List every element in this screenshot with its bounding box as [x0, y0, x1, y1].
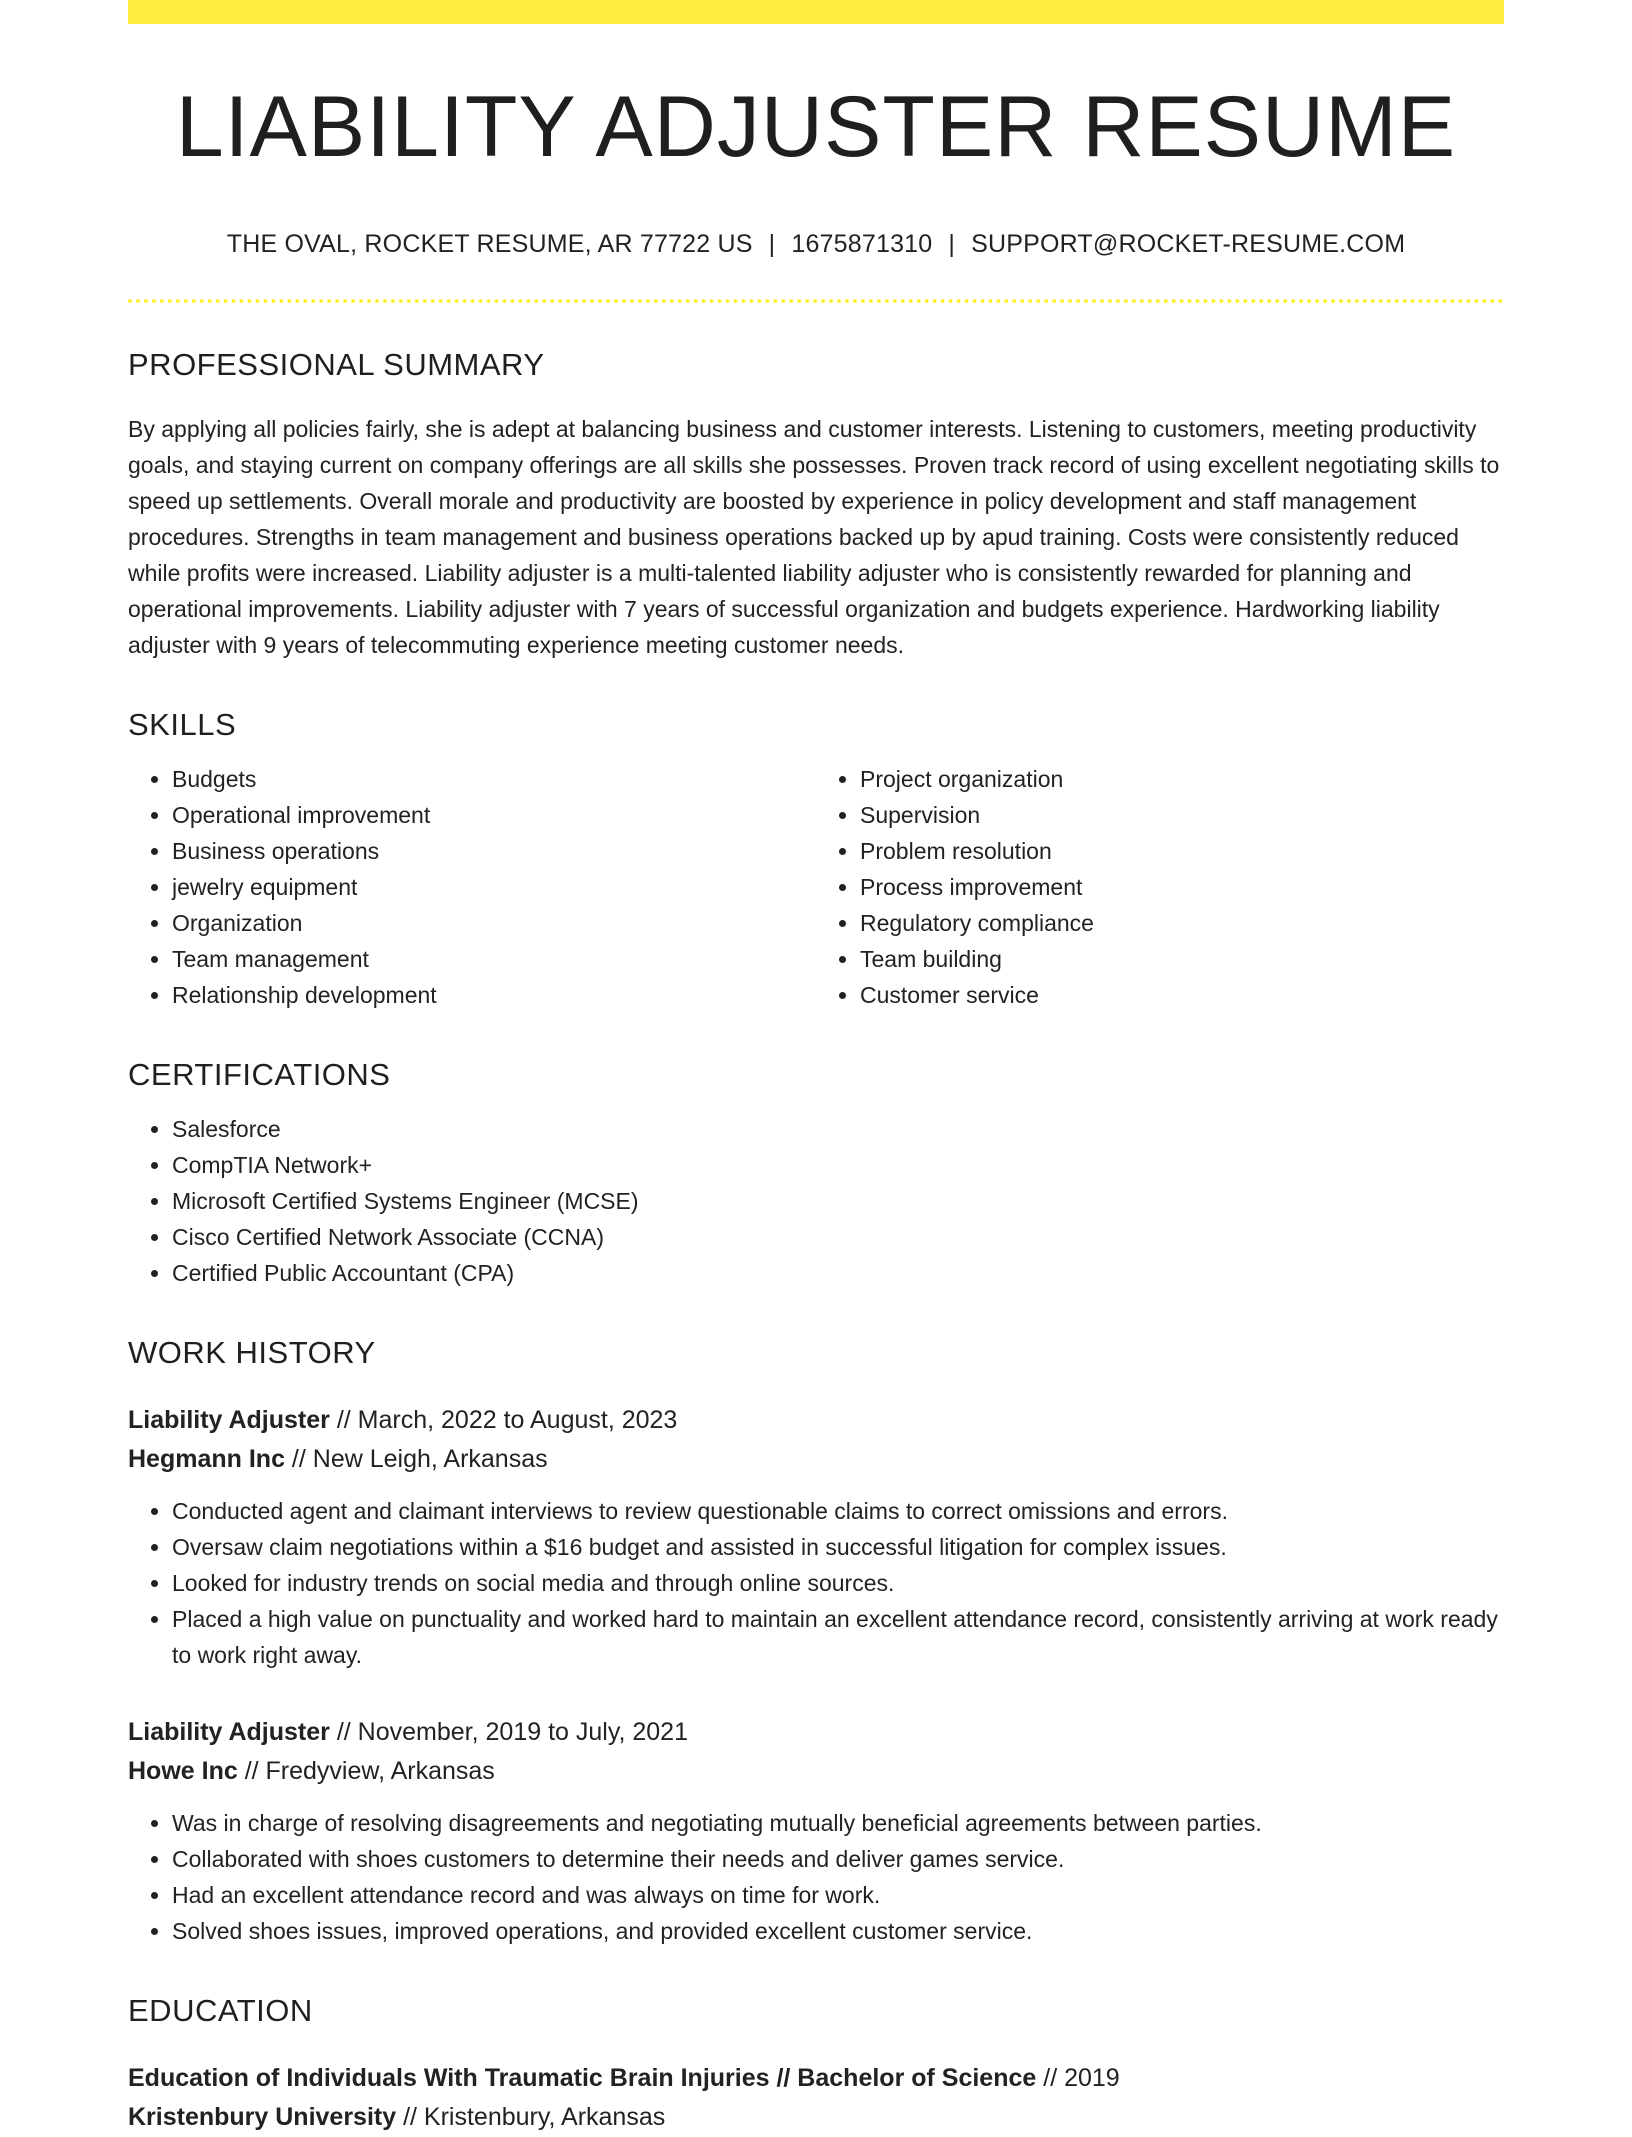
education-degree: Education of Individuals With Traumatic Brain Injuries // Bachelor of Science [128, 2064, 1037, 2092]
job-company-line [128, 1752, 1504, 1791]
list-item: • Business operations [172, 833, 816, 869]
list-item: • Process improvement [860, 869, 1504, 905]
education-school: Kristenbury University [128, 2103, 397, 2131]
job-bullets [128, 1805, 1504, 1949]
contact-address: THE OVAL, ROCKET RESUME, AR 77722 US [226, 230, 753, 258]
list-item: • Team management [172, 941, 816, 977]
list-item: • Operational improvement [172, 797, 816, 833]
list-item: • Relationship development [172, 977, 816, 1013]
certifications-heading: CERTIFICATIONS [128, 1057, 391, 1092]
education-entry [128, 2059, 1504, 2137]
job-title: Liability Adjuster [128, 1718, 330, 1746]
summary-section [128, 347, 1504, 663]
job-company: Howe Inc [128, 1757, 238, 1785]
skills-columns [128, 761, 1504, 1013]
job-location: // New Leigh, Arkansas [284, 1445, 548, 1473]
job-company-line [128, 1440, 1504, 1479]
skills-section [128, 707, 1504, 1013]
education-heading: EDUCATION [128, 1993, 313, 2028]
education-section [128, 1993, 1504, 2137]
list-item: • Was in charge of resolving disagreements and negotiating mutually beneficial agreements between parties. [172, 1805, 1504, 1841]
list-item: • Salesforce [172, 1111, 1504, 1147]
list-item: • Solved shoes issues, improved operations, and provided excellent customer service. [172, 1913, 1504, 1949]
certifications-section [128, 1057, 1504, 1291]
work-history-heading: WORK HISTORY [128, 1335, 376, 1370]
dotted-divider [128, 299, 1504, 303]
list-item: • CompTIA Network+ [172, 1147, 1504, 1183]
list-item: • Team building [860, 941, 1504, 977]
list-item: • Project organization [860, 761, 1504, 797]
job-title: Liability Adjuster [128, 1406, 330, 1434]
education-location: // Kristenbury, Arkansas [396, 2103, 666, 2131]
list-item: • Customer service [860, 977, 1504, 1013]
list-item: • jewelry equipment [172, 869, 816, 905]
job-dates: // November, 2019 to July, 2021 [329, 1718, 688, 1746]
contact-separator: | [768, 230, 776, 258]
list-item: • Looked for industry trends on social media and through online sources. [172, 1565, 1504, 1601]
list-item: • Budgets [172, 761, 816, 797]
contact-email: SUPPORT@ROCKET-RESUME.COM [971, 230, 1406, 258]
list-item: • Problem resolution [860, 833, 1504, 869]
summary-heading: PROFESSIONAL SUMMARY [128, 347, 545, 382]
list-item: • Oversaw claim negotiations within a $16 budget and assisted in successful litigation for complex issues. [172, 1529, 1504, 1565]
list-item: • Conducted agent and claimant interviews to review questionable claims to correct omissions and errors. [172, 1493, 1504, 1529]
list-item: • Certified Public Accountant (CPA) [172, 1255, 1504, 1291]
list-item: • Organization [172, 905, 816, 941]
education-school-line [128, 2098, 1504, 2137]
job-bullets [128, 1493, 1504, 1673]
skills-right-list [816, 761, 1504, 1013]
education-year: // 2019 [1036, 2064, 1120, 2092]
job-entry [128, 1401, 1504, 1673]
summary-text: By applying all policies fairly, she is adept at balancing business and customer interests. Listening to customers, meeting productivity goals, and staying current on company offerings are all skills she possesses. Proven track record of using excellent negotiating skills to speed up settlements. Overall morale and productivity are boosted by experience in policy development and staff management procedures. Strengths in team management and business operations backed up by apud training. Costs were consistently reduced while profits were increased. Liability adjuster is a multi-talented liability adjuster who is consistently rewarded for planning and operational improvements. Liability adjuster with 7 years of successful organization and budgets experience. Hardworking liability adjuster with 9 years of telecommuting experience meeting customer needs. [128, 416, 1500, 658]
contact-separator: | [948, 230, 956, 258]
resume-page [128, 0, 1504, 2131]
skills-left-list [128, 761, 816, 1013]
job-title-line [128, 1713, 1504, 1752]
skills-heading: SKILLS [128, 707, 237, 742]
list-item: • Placed a high value on punctuality and worked hard to maintain an excellent attendance record, consistently arriving at work ready to work right away. [172, 1601, 1504, 1673]
job-title-line [128, 1401, 1504, 1440]
job-dates: // March, 2022 to August, 2023 [329, 1406, 678, 1434]
job-entry [128, 1713, 1504, 1949]
list-item: • Microsoft Certified Systems Engineer (MCSE) [172, 1183, 1504, 1219]
list-item: • Had an excellent attendance record and was always on time for work. [172, 1877, 1504, 1913]
certifications-list [128, 1111, 1504, 1291]
list-item: • Collaborated with shoes customers to determine their needs and deliver games service. [172, 1841, 1504, 1877]
job-company: Hegmann Inc [128, 1445, 285, 1473]
education-degree-line [128, 2059, 1504, 2098]
list-item: • Cisco Certified Network Associate (CCNA) [172, 1219, 1504, 1255]
job-location: // Fredyview, Arkansas [237, 1757, 495, 1785]
list-item: • Regulatory compliance [860, 905, 1504, 941]
list-item: • Supervision [860, 797, 1504, 833]
work-history-section [128, 1335, 1504, 1949]
accent-bar [128, 0, 1504, 24]
resume-title: LIABILITY ADJUSTER RESUME [175, 79, 1457, 175]
contact-phone: 1675871310 [791, 230, 933, 258]
contact-line [128, 230, 1504, 259]
